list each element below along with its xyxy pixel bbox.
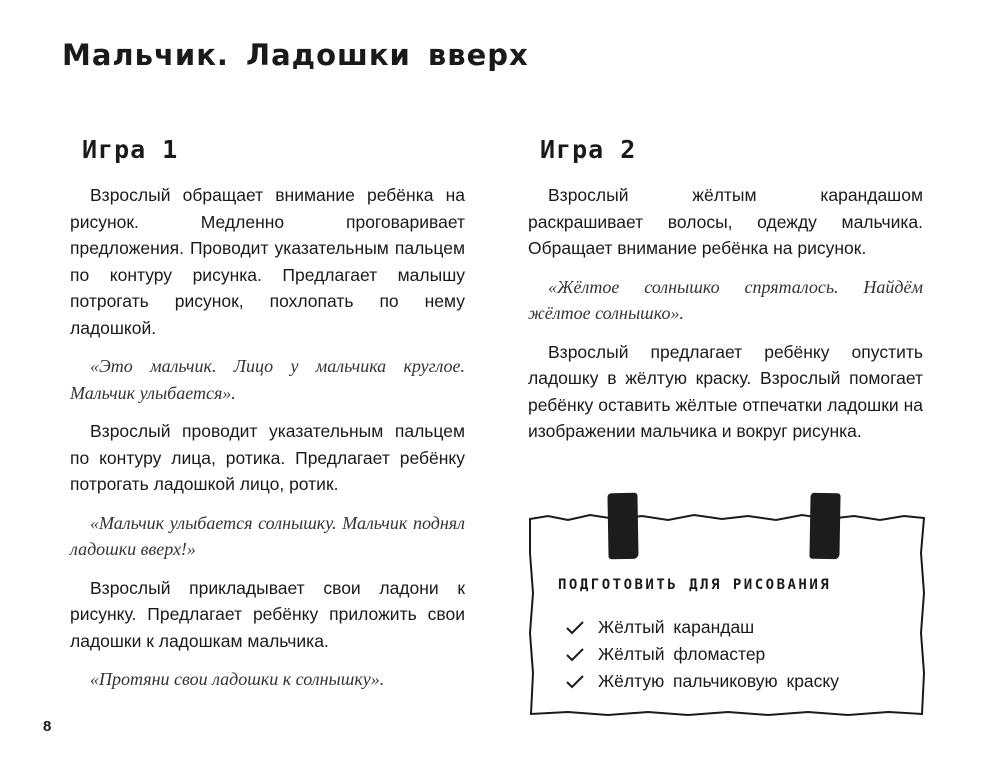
game-2-quote-1: «Жёлтое солнышко спряталось. Найдём жёлтое солнышко». bbox=[528, 276, 923, 323]
game-1-title: Игра 1 bbox=[82, 135, 179, 164]
checkmark-icon bbox=[566, 675, 584, 689]
game-2-section bbox=[528, 132, 923, 457]
materials-item-label: Жёлтую пальчиковую краску bbox=[598, 671, 840, 691]
game-2-title: Игра 2 bbox=[540, 135, 637, 164]
materials-title: ПОДГОТОВИТЬ ДЛЯ РИСОВАНИЯ bbox=[558, 577, 832, 593]
materials-item-label: Жёлтый фломастер bbox=[598, 644, 766, 664]
game-1-quote-1: «Это мальчик. Лицо у мальчика круглое. Мальчик улыбается». bbox=[70, 356, 465, 403]
materials-item-label: Жёлтый карандаш bbox=[598, 617, 755, 637]
materials-card bbox=[528, 513, 926, 717]
game-1-quote-2: «Мальчик улыбается солнышку. Мальчик поднял ладошки вверх!» bbox=[70, 512, 465, 559]
page-number: 8 bbox=[43, 718, 52, 735]
game-1-paragraph-1: Взрослый обращает внимание ребёнка на рисунок. Медленно проговаривает предложения. Проводит указательным пальцем по контуру рисунка. Предлагает малышу потрогать рисунок, похлопать по нему ладошкой. bbox=[70, 185, 465, 338]
game-1-paragraph-3: Взрослый прикладывает свои ладони к рисунку. Предлагает ребёнку приложить свои ладошки к ладошкам мальчика. bbox=[70, 577, 465, 651]
tape-right bbox=[809, 493, 840, 560]
checkmark-icon bbox=[566, 621, 584, 635]
materials-item bbox=[566, 641, 839, 668]
tape-left bbox=[607, 493, 638, 560]
game-2-paragraph-1: Взрослый жёлтым карандашом раскрашивает волосы, одежду мальчика. Обращает внимание ребёнка на рисунок. bbox=[528, 185, 923, 258]
game-2-paragraph-2: Взрослый предлагает ребёнку опустить ладошку в жёлтую краску. Взрослый помогает ребёнку оставить жёлтые отпечатки ладошки на изображении мальчика и вокруг рисунка. bbox=[528, 341, 923, 441]
materials-item bbox=[566, 668, 839, 695]
materials-list bbox=[566, 614, 839, 695]
checkmark-icon bbox=[566, 648, 584, 662]
page-title: Мальчик. Ладошки вверх bbox=[62, 38, 529, 72]
game-1-paragraph-2: Взрослый проводит указательным пальцем по контуру лица, ротика. Предлагает ребёнку потрогать ладошкой лицо, ротик. bbox=[70, 421, 465, 494]
game-1-quote-3: «Протяни свои ладошки к солнышку». bbox=[90, 669, 385, 689]
game-1-section bbox=[70, 132, 465, 705]
materials-item bbox=[566, 614, 839, 641]
